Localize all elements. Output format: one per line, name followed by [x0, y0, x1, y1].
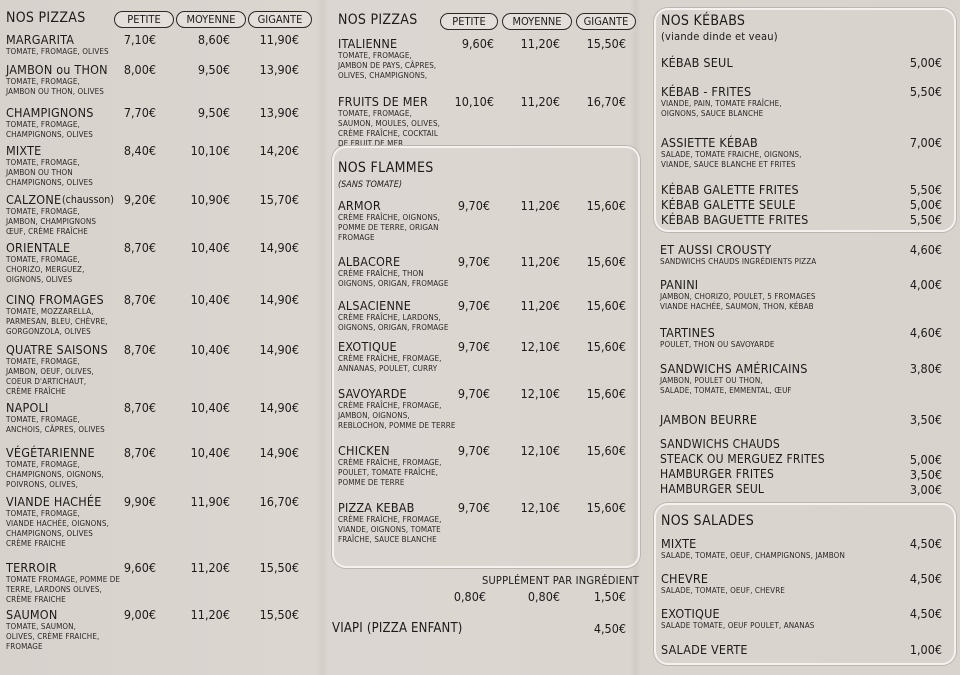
price-moyenne: 12,10€	[520, 500, 560, 515]
price-gigante: 14,90€	[259, 240, 299, 255]
price-petite: 8,70€	[123, 400, 156, 415]
price-gigante: 13,90€	[259, 105, 299, 120]
pizza-ingredients: TOMATE, FROMAGE, SAUMON, MOULES, OLIVES, CRÈME FRAÎCHE, COCKTAIL DE FRUIT DE MER	[338, 109, 440, 148]
size-moyenne-2: MOYENNE	[502, 13, 572, 30]
kebab-price: 5,50€	[909, 212, 942, 227]
flamme-name: ARMOR	[338, 198, 381, 213]
price-gigante: 15,70€	[259, 192, 299, 207]
flamme-name: EXOTIQUE	[338, 339, 397, 354]
kebab-name: KÉBAB GALETTE FRITES	[661, 182, 799, 197]
flamme-ingredients: CRÈME FRAÎCHE, FROMAGE, POULET, TOMATE FRAÎCHE, POMME DE TERRE	[338, 458, 442, 487]
price-petite: 9,70€	[457, 198, 490, 213]
price-gigante: 16,70€	[586, 94, 626, 109]
item-price: 3,50€	[909, 412, 942, 427]
price-moyenne: 10,40€	[190, 342, 230, 357]
item-price: 4,00€	[909, 277, 942, 292]
pizza-name: FRUITS DE MER	[338, 94, 428, 109]
price-petite: 8,70€	[123, 292, 156, 307]
price-gigante: 15,50€	[259, 607, 299, 622]
pizza-ingredients: TOMATE, MOZZARELLA, PARMESAN, BLEU, CHÈVRE, GORGONZOLA, OLIVES	[6, 307, 108, 336]
price-petite: 9,70€	[457, 386, 490, 401]
kebab-title: NOS KÉBABS	[661, 13, 746, 29]
flamme-ingredients: CRÈME FRAÎCHE, FROMAGE, JAMBON, OIGNONS, REBLOCHON, POMME DE TERRE	[338, 401, 456, 430]
size-moyenne: MOYENNE	[176, 11, 246, 28]
kebab-name: KÉBAB BAGUETTE FRITES	[661, 212, 809, 227]
price-gigante: 14,90€	[259, 445, 299, 460]
item-name: JAMBON BEURRE	[660, 412, 758, 427]
flamme-ingredients: CRÈME FRAÎCHE, OIGNONS, POMME DE TERRE, ORIGAN FROMAGE	[338, 213, 440, 242]
price-gigante: 15,50€	[586, 36, 626, 51]
pizzas-title-2: NOS PIZZAS	[338, 12, 418, 28]
sandwich-name: HAMBURGER FRITES	[660, 467, 775, 481]
salade-name: EXOTIQUE	[661, 606, 720, 621]
sandwich-price: 5,00€	[909, 452, 942, 467]
price-moyenne: 11,20€	[520, 298, 560, 313]
pizza-ingredients: TOMATE, FROMAGE, JAMBON OU THON, OLIVES	[6, 77, 104, 96]
salades-title: NOS SALADES	[661, 513, 755, 529]
price-moyenne: 10,40€	[190, 240, 230, 255]
salade-ingredients: SALADE, TOMATE, OEUF, CHEVRE	[661, 586, 785, 595]
price-moyenne: 8,60€	[197, 32, 230, 47]
price-gigante: 15,60€	[586, 500, 626, 515]
price-petite: 7,70€	[123, 105, 156, 120]
price-petite: 8,70€	[123, 445, 156, 460]
salade-name: MIXTE	[661, 536, 697, 551]
pizza-column-1	[0, 0, 318, 675]
pizza-ingredients: TOMATE FROMAGE, POMME DE TERRE, LARDONS OLIVES, CRÈME FRAICHE	[6, 575, 121, 604]
item-ingredients: POULET, THON OU SAVOYARDE	[660, 340, 775, 349]
pizza-column-2	[324, 0, 642, 675]
pizza-ingredients: TOMATE, FROMAGE, CHAMPIGNONS, OIGNONS, POIVRONS, OLIVES,	[6, 460, 104, 489]
flamme-ingredients: CRÈME FRAÎCHE, FROMAGE, VIANDE, OIGNONS, TOMATE FRAÎCHE, SAUCE BLANCHE	[338, 515, 442, 544]
item-name: TARTINES	[660, 325, 715, 340]
pizza-name: VIANDE HACHÉE	[6, 494, 102, 509]
price-petite: 8,70€	[123, 240, 156, 255]
kebab-name: ASSIETTE KÉBAB	[661, 135, 758, 150]
price-petite: 9,70€	[457, 339, 490, 354]
item-ingredients: JAMBON, CHORIZO, POULET, 5 FROMAGES VIANDE HACHÉE, SAUMON, THON, KÉBAB	[660, 292, 816, 311]
price-petite: 7,10€	[123, 32, 156, 47]
kebab-price: 5,50€	[909, 182, 942, 197]
viapi-name: VIAPI (PIZZA ENFANT)	[332, 621, 463, 636]
price-gigante: 14,90€	[259, 342, 299, 357]
supplement-gigante: 1,50€	[593, 589, 626, 604]
sandwich-price: 3,50€	[909, 467, 942, 482]
pizza-ingredients: TOMATE, FROMAGE, JAMBON OU THON CHAMPIGNONS, OLIVES	[6, 158, 93, 187]
flamme-ingredients: CRÈME FRAÎCHE, LARDONS, OIGNONS, ORIGAN, FROMAGE	[338, 313, 449, 332]
price-moyenne: 9,50€	[197, 62, 230, 77]
kebab-ingredients: SALADE, TOMATE FRAICHE, OIGNONS, VIANDE, SAUCE BLANCHE ET FRITES	[661, 150, 802, 169]
price-moyenne: 9,50€	[197, 105, 230, 120]
price-petite: 9,90€	[123, 494, 156, 509]
kebab-ingredients: VIANDE, PAIN, TOMATE FRAÎCHE, OIGNONS, SAUCE BLANCHE	[661, 99, 782, 118]
kebab-price: 7,00€	[909, 135, 942, 150]
flamme-name: ALSACIENNE	[338, 298, 411, 313]
flammes-title: NOS FLAMMES	[338, 160, 434, 176]
kebab-name: KÉBAB SEUL	[661, 55, 733, 70]
price-petite: 9,20€	[123, 192, 156, 207]
pizza-name: MARGARITA	[6, 32, 75, 47]
price-petite: 8,70€	[123, 342, 156, 357]
item-name: ET AUSSI CROUSTY	[660, 242, 772, 257]
kebab-name: KÉBAB - FRITES	[661, 84, 752, 99]
pizza-ingredients: TOMATE, FROMAGE, JAMBON DE PAYS, CÂPRES, OLIVES, CHAMPIGNONS,	[338, 51, 437, 80]
price-moyenne: 11,20€	[520, 94, 560, 109]
price-gigante: 14,90€	[259, 400, 299, 415]
item-name: PANINI	[660, 277, 699, 292]
pizza-name: ITALIENNE	[338, 36, 398, 51]
pizza-name: NAPOLI	[6, 400, 49, 415]
price-moyenne: 10,40€	[190, 292, 230, 307]
pizza-name-note: (chausson)	[62, 194, 114, 206]
price-petite: 9,70€	[457, 443, 490, 458]
supplement-moyenne: 0,80€	[527, 589, 560, 604]
pizza-name: SAUMON	[6, 607, 58, 622]
salade-price: 1,00€	[909, 642, 942, 657]
salade-ingredients: SALADE TOMATE, OEUF POULET, ANANAS	[661, 621, 815, 630]
size-petite: PETITE	[114, 11, 174, 28]
item-ingredients: SANDWICHS CHAUDS INGRÉDIENTS PIZZA	[660, 257, 817, 266]
price-gigante: 14,90€	[259, 292, 299, 307]
size-petite-2: PETITE	[440, 13, 498, 30]
price-moyenne: 11,20€	[520, 198, 560, 213]
price-gigante: 15,60€	[586, 298, 626, 313]
salade-name: SALADE VERTE	[661, 642, 748, 657]
kebab-name: KÉBAB GALETTE SEULE	[661, 197, 796, 212]
pizza-ingredients: TOMATE, SAUMON, OLIVES, CRÈME FRAICHE, FROMAGE	[6, 622, 100, 651]
price-petite: 9,70€	[457, 254, 490, 269]
item-price: 4,60€	[909, 325, 942, 340]
flamme-ingredients: CRÈME FRAÎCHE, THON OIGNONS, ORIGAN, FROMAGE	[338, 269, 449, 288]
sandwich-name: STEACK OU MERGUEZ FRITES	[660, 452, 825, 466]
pizza-name: VÉGÉTARIENNE	[6, 445, 95, 460]
price-gigante: 15,60€	[586, 339, 626, 354]
salade-ingredients: SALADE, TOMATE, OEUF, CHAMPIGNONS, JAMBON	[661, 551, 845, 560]
price-moyenne: 12,10€	[520, 386, 560, 401]
salade-price: 4,50€	[909, 571, 942, 586]
price-moyenne: 10,40€	[190, 400, 230, 415]
flamme-name: PIZZA KEBAB	[338, 500, 415, 515]
pizzas-title: NOS PIZZAS	[6, 10, 86, 26]
kebab-price: 5,00€	[909, 197, 942, 212]
supplement-petite: 0,80€	[453, 589, 486, 604]
price-gigante: 15,60€	[586, 386, 626, 401]
size-gigante-2: GIGANTE	[576, 13, 636, 30]
price-petite: 10,10€	[454, 94, 494, 109]
price-moyenne: 11,90€	[190, 494, 230, 509]
price-moyenne: 11,20€	[190, 607, 230, 622]
pizza-name: CINQ FROMAGES	[6, 292, 104, 307]
flamme-name: CHICKEN	[338, 443, 390, 458]
item-price: 3,80€	[909, 361, 942, 376]
price-gigante: 16,70€	[259, 494, 299, 509]
price-gigante: 14,20€	[259, 143, 299, 158]
pizza-ingredients: TOMATE, FROMAGE, ANCHOIS, CÂPRES, OLIVES	[6, 415, 105, 434]
size-gigante: GIGANTE	[248, 11, 312, 28]
price-gigante: 15,60€	[586, 254, 626, 269]
kebab-price: 5,00€	[909, 55, 942, 70]
price-moyenne: 11,20€	[520, 36, 560, 51]
item-ingredients: JAMBON, POULET OU THON, SALADE, TOMATE, EMMENTAL, ŒUF	[660, 376, 792, 395]
sandwich-name: HAMBURGER SEUL	[660, 482, 765, 496]
pizza-ingredients: TOMATE, FROMAGE, JAMBON, OEUF, OLIVES, COEUR D'ARTICHAUT, CRÈME FRAÎCHE	[6, 357, 94, 396]
salade-price: 4,50€	[909, 606, 942, 621]
price-petite: 9,60€	[123, 560, 156, 575]
pizza-name: ORIENTALE	[6, 240, 71, 255]
price-moyenne: 12,10€	[520, 339, 560, 354]
chauds-title: SANDWICHS CHAUDS	[660, 437, 780, 451]
price-moyenne: 11,20€	[190, 560, 230, 575]
flamme-name: ALBACORE	[338, 254, 401, 269]
price-petite: 9,00€	[123, 607, 156, 622]
pizza-ingredients: TOMATE, FROMAGE, CHORIZO, MERGUEZ, OIGNONS, OLIVES	[6, 255, 85, 284]
pizza-name: CALZONE	[6, 192, 62, 207]
flamme-name: SAVOYARDE	[338, 386, 407, 401]
salade-price: 4,50€	[909, 536, 942, 551]
pizza-name: QUATRE SAISONS	[6, 342, 108, 357]
price-moyenne: 10,10€	[190, 143, 230, 158]
price-petite: 8,40€	[123, 143, 156, 158]
flamme-ingredients: CRÈME FRAÎCHE, FROMAGE, ANNANAS, POULET, CURRY	[338, 354, 442, 373]
price-moyenne: 12,10€	[520, 443, 560, 458]
pizza-name: TERROIR	[6, 560, 57, 575]
price-gigante: 11,90€	[259, 32, 299, 47]
price-gigante: 15,60€	[586, 198, 626, 213]
item-name: SANDWICHS AMÉRICAINS	[660, 361, 808, 376]
price-gigante: 13,90€	[259, 62, 299, 77]
viapi-price: 4,50€	[593, 621, 626, 636]
price-gigante: 15,60€	[586, 443, 626, 458]
price-petite: 8,00€	[123, 62, 156, 77]
price-moyenne: 11,20€	[520, 254, 560, 269]
price-moyenne: 10,40€	[190, 445, 230, 460]
kebab-column	[648, 0, 960, 675]
kebab-subtitle: (viande dinde et veau)	[661, 30, 778, 43]
price-petite: 9,60€	[461, 36, 494, 51]
sandwich-price: 3,00€	[909, 482, 942, 497]
pizza-name: MIXTE	[6, 143, 42, 158]
salade-name: CHEVRE	[661, 571, 709, 586]
item-price: 4,60€	[909, 242, 942, 257]
pizza-ingredients: TOMATE, FROMAGE, VIANDE HACHÉE, OIGNONS, CHAMPIGNONS, OLIVES CRÈME FRAICHE	[6, 509, 109, 548]
kebab-price: 5,50€	[909, 84, 942, 99]
price-gigante: 15,50€	[259, 560, 299, 575]
price-petite: 9,70€	[457, 298, 490, 313]
supplement-label: SUPPLÉMENT PAR INGRÉDIENT	[482, 574, 640, 587]
price-petite: 9,70€	[457, 500, 490, 515]
price-moyenne: 10,90€	[190, 192, 230, 207]
pizza-name: CHAMPIGNONS	[6, 105, 94, 120]
pizza-ingredients: TOMATE, FROMAGE, CHAMPIGNONS, OLIVES	[6, 120, 93, 139]
flammes-subtitle: (SANS TOMATE)	[338, 180, 403, 190]
pizza-ingredients: TOMATE, FROMAGE, OLIVES	[6, 47, 109, 56]
pizza-ingredients: TOMATE, FROMAGE, JAMBON, CHAMPIGNONS ŒUF, CRÈME FRAÎCHE	[6, 207, 97, 236]
pizza-name: JAMBON ou THON	[6, 62, 108, 77]
